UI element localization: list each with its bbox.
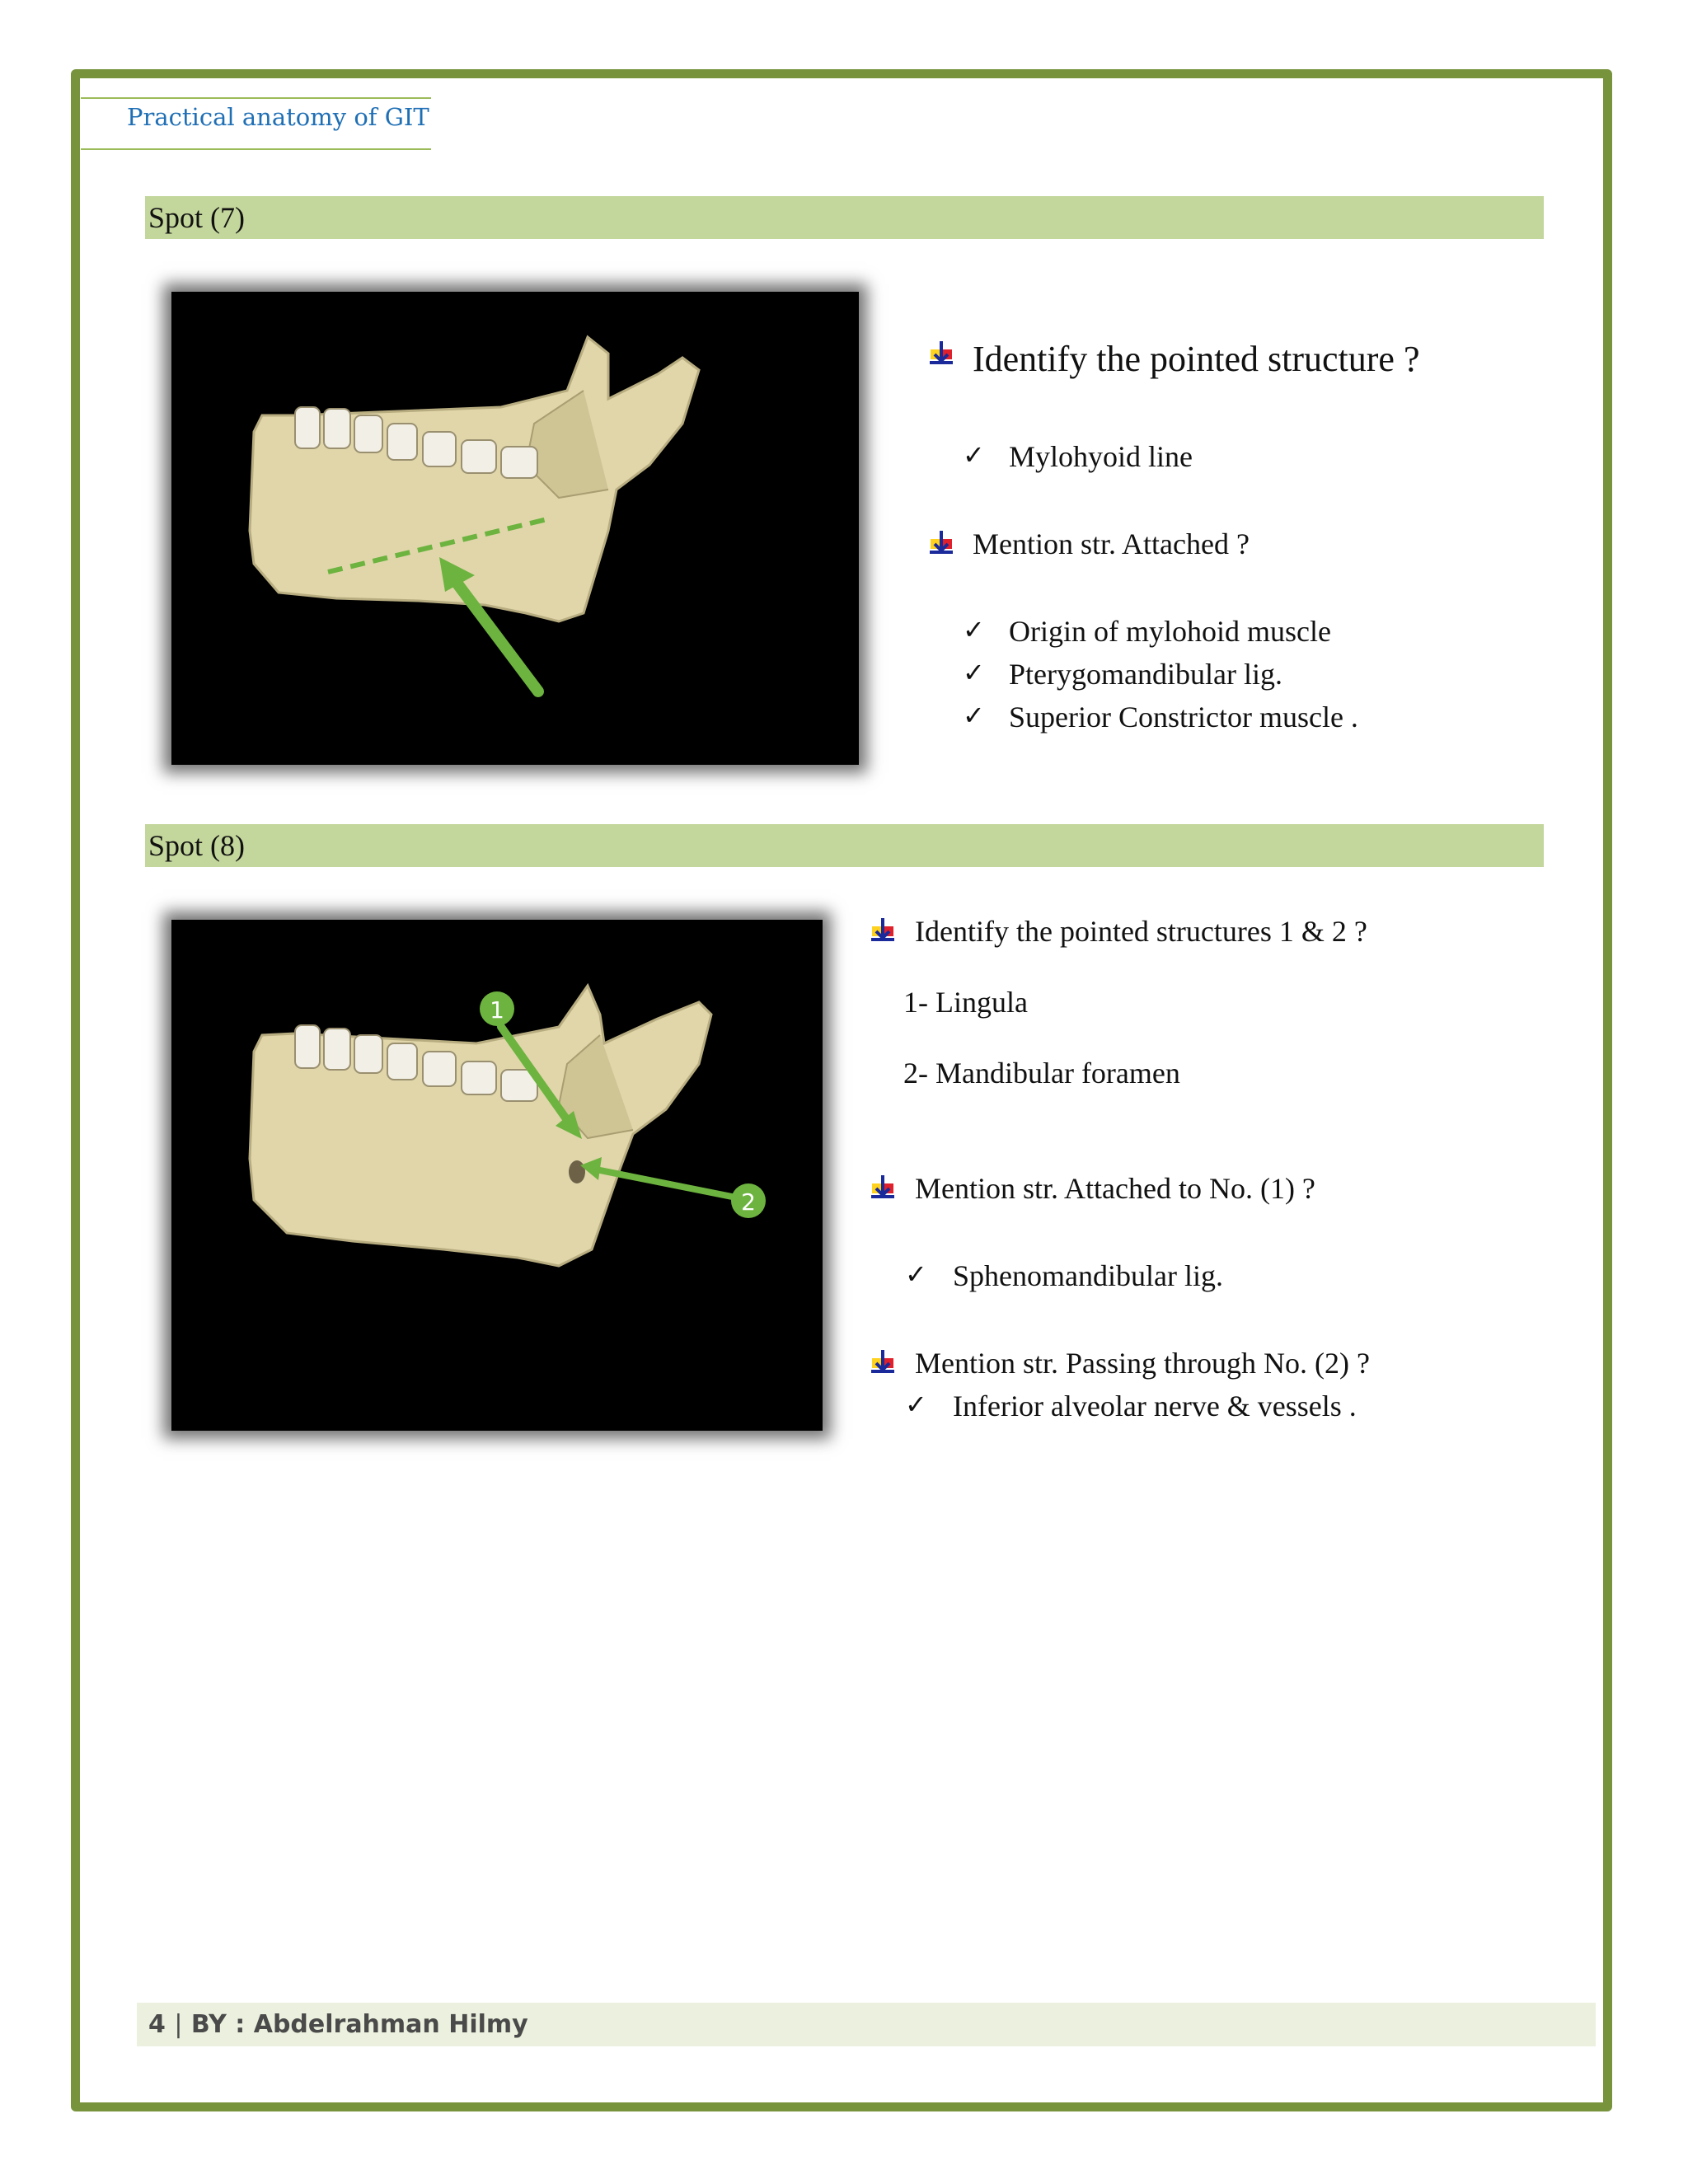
spot8-heading-bar	[145, 824, 1544, 867]
check-icon: ✓	[963, 614, 985, 645]
arrow-bullet-icon	[927, 529, 955, 557]
page-header	[81, 97, 431, 150]
page-number: 4	[148, 2010, 166, 2039]
spot7-heading-bar	[145, 196, 1544, 239]
spot7-attachment-1: Origin of mylohoid muscle	[1009, 615, 1331, 648]
footer-author: BY : Abdelrahman Hilmy	[190, 2010, 528, 2039]
page-footer	[137, 2003, 1596, 2046]
arrow-bullet-icon	[869, 1348, 897, 1376]
check-icon: ✓	[905, 1258, 927, 1290]
marker-2: 2	[741, 1188, 756, 1216]
spot8-answer-4: Inferior alveolar nerve & vessels .	[953, 1390, 1357, 1422]
footer-text	[148, 2010, 528, 2039]
check-icon: ✓	[963, 700, 985, 731]
spot7-question-1: Identify the pointed structure ?	[973, 339, 1420, 379]
spot8-mandible-image	[171, 920, 823, 1431]
spot7-attachment-3: Superior Constrictor muscle .	[1009, 701, 1358, 733]
spot8-question-1: Identify the pointed structures 1 & 2 ?	[915, 915, 1367, 948]
spot8-answer-1: 1- Lingula	[903, 986, 1028, 1019]
spot7-mandible-image	[171, 292, 859, 765]
spot8-question-2: Mention str. Attached to No. (1) ?	[915, 1172, 1315, 1205]
spot8-answer-2: 2- Mandibular foramen	[903, 1057, 1180, 1090]
spot7-answer-1: Mylohyoid line	[1009, 440, 1193, 473]
spot8-label: Spot (8)	[148, 829, 245, 862]
arrow-bullet-icon	[869, 1174, 897, 1202]
check-icon: ✓	[905, 1389, 927, 1420]
arrow-bullet-icon	[869, 916, 897, 944]
spot7-attachment-2: Pterygomandibular lig.	[1009, 658, 1282, 691]
check-icon: ✓	[963, 439, 985, 471]
marker-1: 1	[490, 996, 504, 1024]
header-title: Practical anatomy of GIT	[127, 103, 429, 131]
spot8-question-3: Mention str. Passing through No. (2) ?	[915, 1347, 1370, 1380]
check-icon: ✓	[963, 657, 985, 688]
footer-separator: |	[174, 2010, 183, 2039]
spot7-label: Spot (7)	[148, 201, 245, 234]
arrow-bullet-icon	[927, 340, 955, 368]
spot7-question-2: Mention str. Attached ?	[973, 527, 1250, 560]
spot8-answer-3: Sphenomandibular lig.	[953, 1259, 1223, 1292]
